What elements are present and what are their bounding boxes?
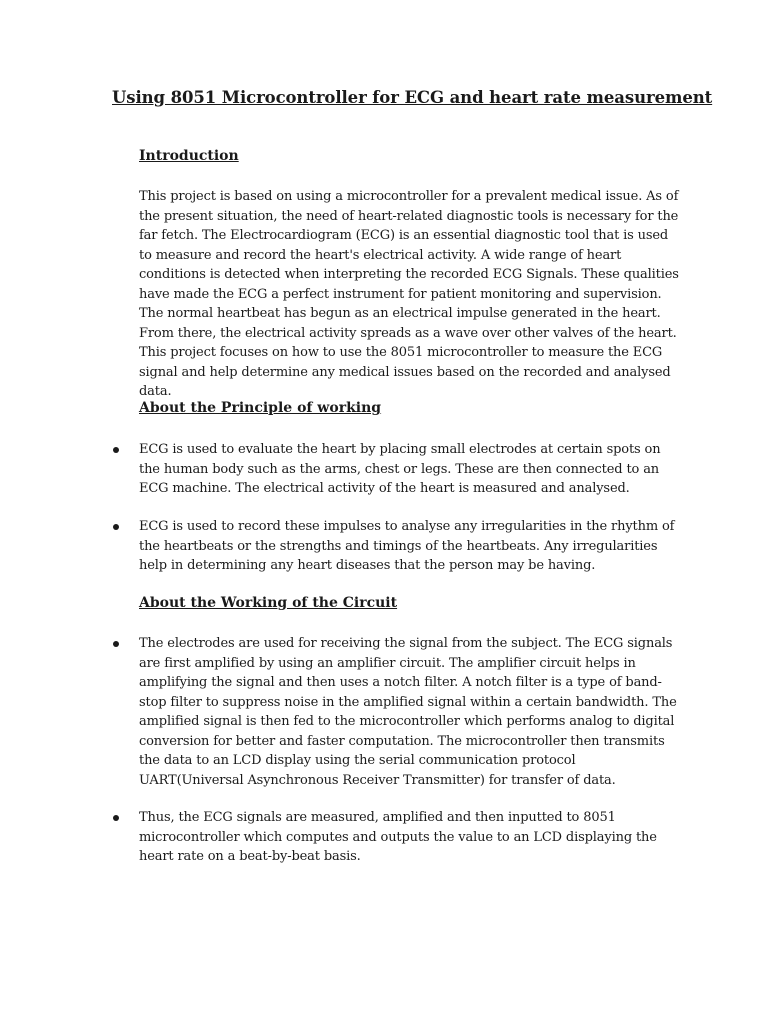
bullet-text: ECG is used to evaluate the heart by placing small electrodes at certain spots on the human body such as the arms, chest or legs. These are then connected to an ECG machine. The electrical activity of the heart is measured and analysed. <box>139 442 661 496</box>
bullet-text: Thus, the ECG signals are measured, amplified and then inputted to 8051 microcontroller which computes and outputs the value to an LCD displaying the heart rate on a beat-by-beat basis. <box>139 810 657 864</box>
list-item <box>113 517 679 576</box>
bullet-icon <box>113 524 119 530</box>
list-item <box>113 808 679 867</box>
list-item <box>113 634 679 790</box>
section-heading-working-of-circuit: About the Working of the Circuit <box>139 595 398 611</box>
bullet-icon <box>113 447 119 453</box>
bullet-text: ECG is used to record these impulses to analyse any irregularities in the rhythm of the heartbeats or the strengths and timings of the heartbeats. Any irregularities help in determining any heart diseases that the person may be having. <box>139 519 675 573</box>
document-title: Using 8051 Microcontroller for ECG and heart rate measurement <box>112 88 713 107</box>
introduction-paragraph: This project is based on using a microcontroller for a prevalent medical issue. As of the present situation, the need of heart-related diagnostic tools is necessary for the far fetch. The Electrocardiogram (ECG) is an essential diagnostic tool that is used to measure and record the heart's electrical activity. A wide range of heart conditions is detected when interpreting the recorded ECG Signals. These qualities have made the ECG a perfect instrument for patient monitoring and supervision. The normal heartbeat has begun as an electrical impulse generated in the heart. From there, the electrical activity spreads as a wave over other valves of the heart. This project focuses on how to use the 8051 microcontroller to measure the ECG signal and help determine any medical issues based on the recorded and analysed data. <box>139 189 679 399</box>
list-item <box>113 440 679 499</box>
bullet-icon <box>113 815 119 821</box>
bullet-icon <box>113 641 119 647</box>
section-heading-introduction: Introduction <box>139 148 239 164</box>
section-heading-principle-of-working: About the Principle of working <box>139 400 382 416</box>
bullet-text: The electrodes are used for receiving the signal from the subject. The ECG signals are first amplified by using an amplifier circuit. The amplifier circuit helps in amplifying the signal and then uses a notch filter. A notch filter is a type of band-stop filter to suppress noise in the amplified signal within a certain bandwidth. The amplified signal is then fed to the microcontroller which performs analog to digital conversion for better and faster computation. The microcontroller then transmits the data to an LCD display using the serial communication protocol UART(Universal Asynchronous Receiver Transmitter) for transfer of data. <box>139 636 677 788</box>
